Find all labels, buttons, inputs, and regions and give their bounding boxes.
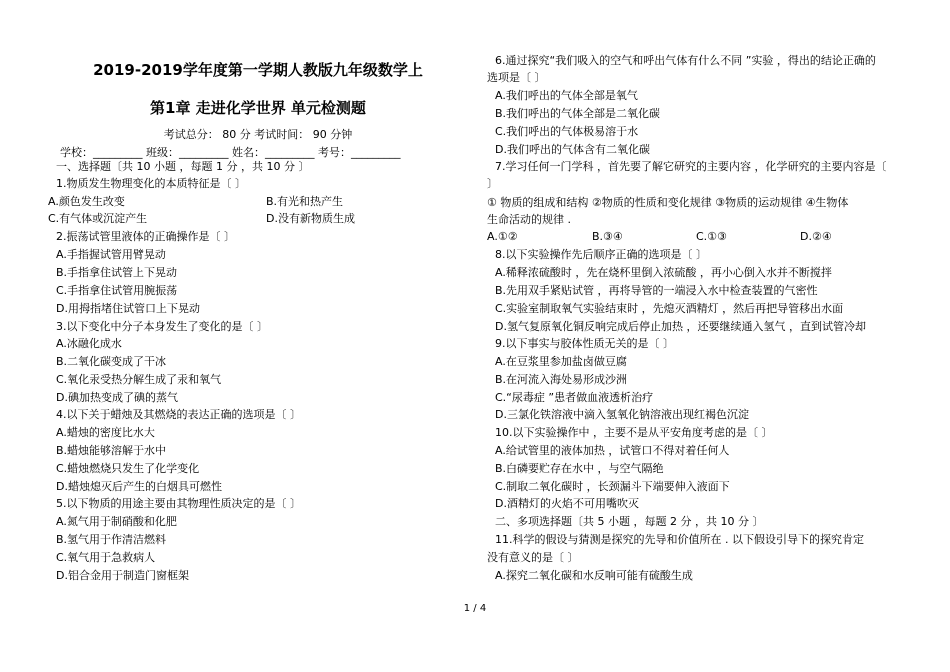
- q3-option-a: A.冰融化成水: [56, 337, 122, 350]
- page-title: 2019-2019学年度第一学期人教版九年级数学上: [93, 61, 423, 79]
- q2-option-d: D.用拇指堵住试管口上下晃动: [56, 302, 200, 315]
- q1-option-b: B.有光和热产生: [266, 195, 344, 208]
- q10-option-b: B.白磷要贮存在水中 ，与空气隔绝: [495, 462, 664, 475]
- question-7: 7.学习任何一门学科 ，首先要了解它研究的主要内容 ，化学研究的主要内容是〔: [495, 160, 887, 173]
- q3-option-c: C.氧化汞受热分解生成了汞和氧气: [56, 373, 222, 386]
- q7-option-d: D.②④: [800, 230, 832, 243]
- q2-option-a: A.手指握试管用臂晃动: [56, 248, 166, 261]
- exam-meta: 考试总分： 80 分 考试时间： 90 分钟: [163, 128, 353, 141]
- q7-option-a: A.①②: [487, 230, 518, 243]
- q2-option-c: C.手指拿住试管用腕振荡: [56, 284, 178, 297]
- q9-option-d: D.三氯化铁溶液中滴入氢氧化钠溶液出现红褐色沉淀: [495, 408, 749, 421]
- question-7-cont: 〕: [487, 177, 498, 190]
- q6-option-d: D.我们呼出的气体含有二氧化碳: [495, 143, 650, 156]
- q6-option-a: A.我们呼出的气体全部是氧气: [495, 89, 638, 102]
- q2-option-b: B.手指拿住试管上下晃动: [56, 266, 178, 279]
- page-subtitle: 第1章 走进化学世界 单元检测题: [150, 99, 366, 117]
- q10-option-d: D.酒精灯的火焰不可用嘴吹灭: [495, 497, 639, 510]
- q4-option-d: D.蜡烛熄灭后产生的白烟具可燃性: [56, 480, 222, 493]
- q5-option-b: B.氢气用于作清洁燃料: [56, 533, 167, 546]
- q7-option-b: B.③④: [592, 230, 623, 243]
- q4-option-a: A.蜡烛的密度比水大: [56, 426, 155, 439]
- q3-option-b: B.二氧化碳变成了干冰: [56, 355, 167, 368]
- question-6-cont: 选项是〔 〕: [487, 71, 546, 84]
- q8-option-b: B.先用双手紧贴试管 ，再将导管的一端浸入水中检查装置的气密性: [495, 284, 818, 297]
- q5-option-c: C.氧气用于急救病人: [56, 551, 156, 564]
- student-info-line: 学校：_________ 班级：_________ 姓名：_________ 考号：_________: [60, 146, 401, 159]
- q5-option-d: D.铝合金用于制造门窗框架: [56, 569, 189, 582]
- section-heading-multiple-choice: 二、多项选择题〔共 5 小题 ，每题 2 分 ，共 10 分 〕: [495, 515, 764, 528]
- page-number: 1 / 4: [463, 603, 487, 614]
- q4-option-b: B.蜡烛能够溶解于水中: [56, 444, 167, 457]
- question-5: 5.以下物质的用途主要由其物理性质决定的是〔 〕: [56, 497, 301, 510]
- q3-option-d: D.碘加热变成了碘的蒸气: [56, 391, 178, 404]
- q7-statement-line1: ① 物质的组成和结构 ②物质的性质和变化规律 ③物质的运动规律 ④生物体: [487, 196, 849, 209]
- q4-option-c: C.蜡烛燃烧只发生了化学变化: [56, 462, 200, 475]
- q8-option-c: C.实验室制取氧气实验结束时 ，先熄灭酒精灯 ，然后再把导管移出水面: [495, 302, 844, 315]
- question-11: 11.科学的假设与猜测是探究的先导和价值所在 . 以下假设引导下的探究肯定: [495, 533, 864, 546]
- q1-option-d: D.没有新物质生成: [266, 212, 355, 225]
- q8-option-a: A.稀释浓硫酸时 ，先在烧杯里倒入浓硫酸 ，再小心倒入水并不断搅拌: [495, 266, 832, 279]
- question-3: 3.以下变化中分子本身发生了变化的是〔 〕: [56, 320, 268, 333]
- question-2: 2.振荡试管里液体的正确操作是〔 〕: [56, 230, 235, 243]
- q5-option-a: A.氮气用于制硝酸和化肥: [56, 515, 177, 528]
- q9-option-c: C.“尿毒症 ”患者做血液透析治疗: [495, 391, 654, 404]
- question-8: 8.以下实验操作先后顺序正确的选项是〔 〕: [495, 248, 707, 261]
- q9-option-a: A.在豆浆里参加盐卤做豆腐: [495, 355, 627, 368]
- question-4: 4.以下关于蜡烛及其燃烧的表达正确的选项是〔 〕: [56, 408, 301, 421]
- question-11-cont: 没有意义的是〔 〕: [487, 551, 579, 564]
- q11-option-a: A.探究二氧化碳和水反响可能有硫酸生成: [495, 569, 693, 582]
- q6-option-b: B.我们呼出的气体全部是二氧化碳: [495, 107, 661, 120]
- section-heading-single-choice: 一、选择题〔共 10 小题 ，每题 1 分 ，共 10 分 〕: [56, 160, 310, 173]
- q7-statement-line2: 生命活动的规律 .: [487, 213, 571, 226]
- q8-option-d: D.氢气复原氧化铜反响完成后停止加热 ，还要继续通入氢气 ，直到试管冷却: [495, 320, 866, 333]
- q7-option-c: C.①③: [696, 230, 727, 243]
- question-10: 10.以下实验操作中 ，主要不是从平安角度考虑的是〔 〕: [495, 426, 773, 439]
- question-6: 6.通过探究“我们吸入的空气和呼出气体有什么不同 ”实验 ，得出的结论正确的: [495, 54, 876, 67]
- q10-option-c: C.制取二氧化碳时 ，长颈漏斗下端要伸入液面下: [495, 480, 730, 493]
- q1-option-a: A.颜色发生改变: [48, 195, 125, 208]
- q10-option-a: A.给试管里的液体加热 ，试管口不得对着任何人: [495, 444, 730, 457]
- q6-option-c: C.我们呼出的气体极易溶于水: [495, 125, 639, 138]
- q9-option-b: B.在河流入海处易形成沙洲: [495, 373, 628, 386]
- question-9: 9.以下事实与胶体性质无关的是〔 〕: [495, 337, 674, 350]
- q1-option-c: C.有气体或沉淀产生: [48, 212, 148, 225]
- question-1: 1.物质发生物理变化的本质特征是〔 〕: [56, 177, 246, 190]
